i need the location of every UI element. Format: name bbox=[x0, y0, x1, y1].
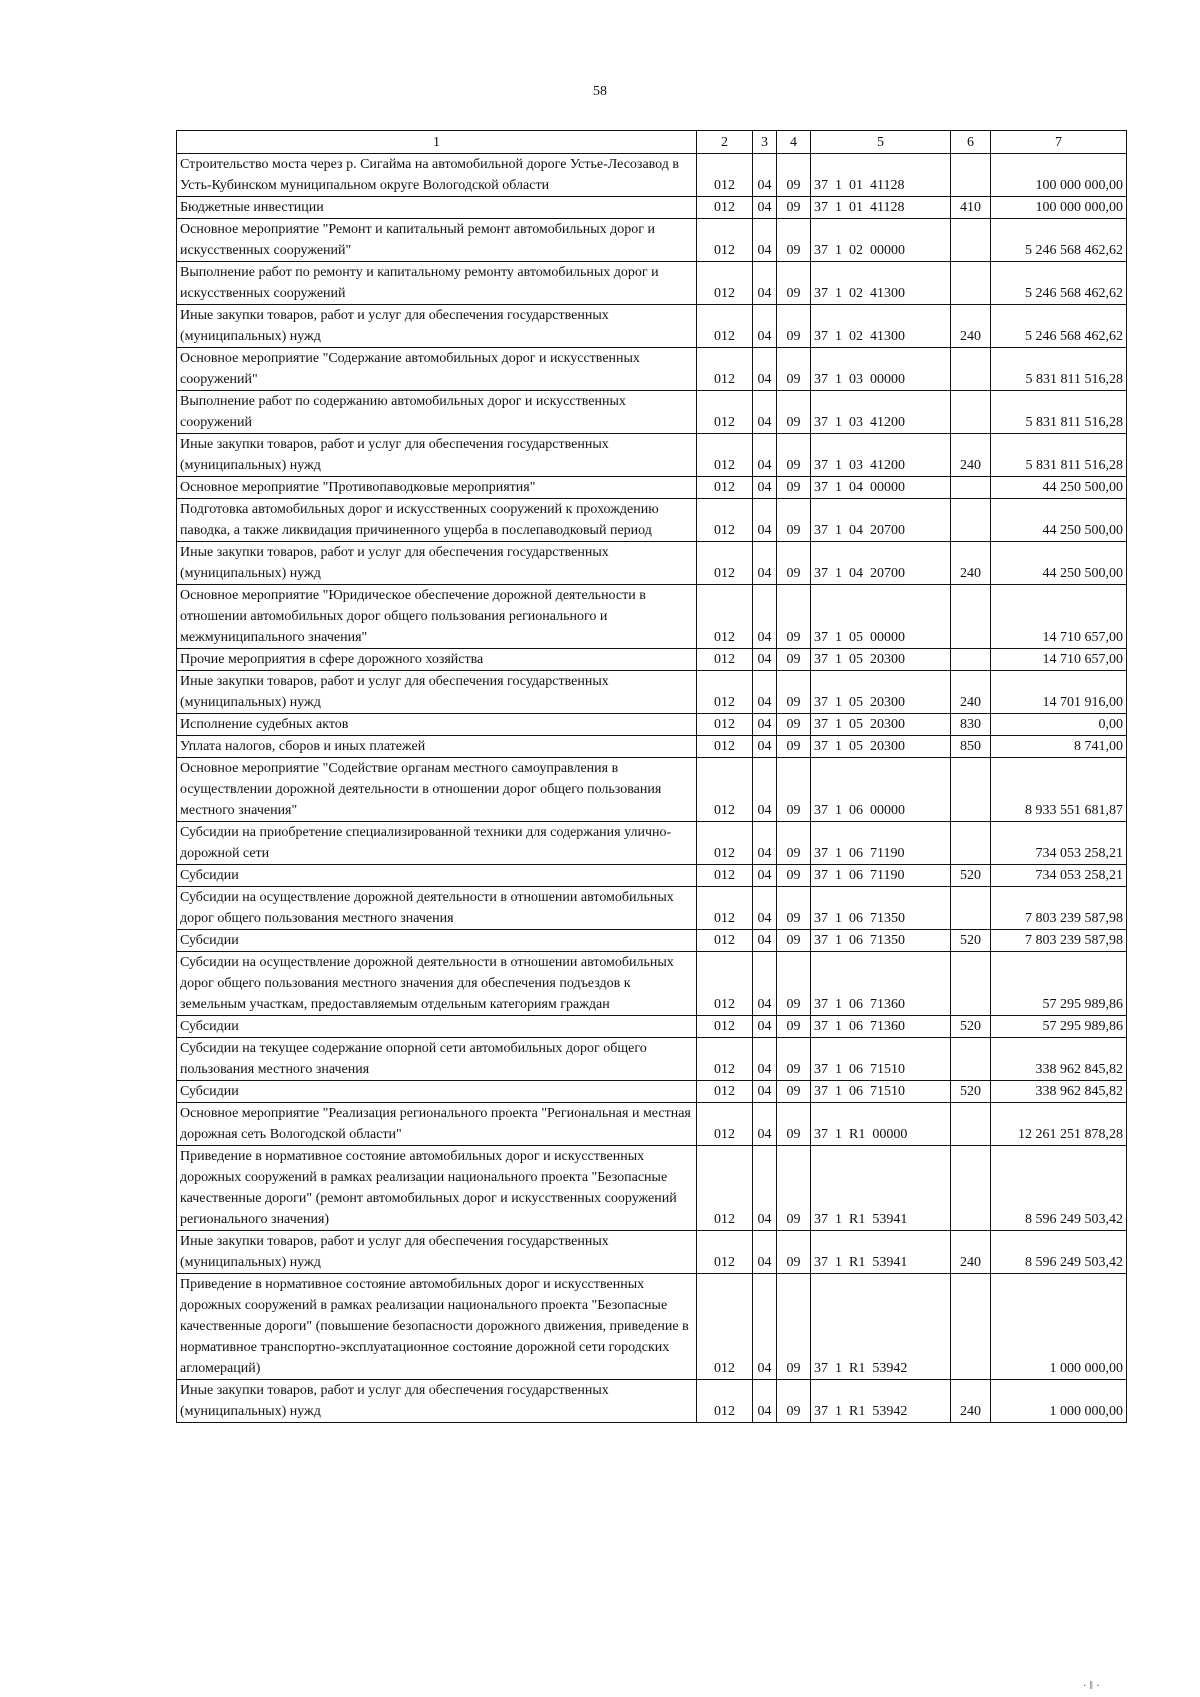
row-name-cell: Субсидии на приобретение специализированной техники для содержания улично-дорожной сети bbox=[177, 822, 697, 865]
table-row bbox=[177, 542, 1127, 585]
row-subsection-code-cell: 09 bbox=[777, 1380, 811, 1423]
row-name-cell: Приведение в нормативное состояние автомобильных дорог и искусственных дорожных сооружений в рамках реализации национального проекта "Безопасные качественные дороги" (повышение безопасности дорожного движения, приведение в нормативное транспортно-эксплуатационное состояние дорожной сети городских агломераций) bbox=[177, 1274, 697, 1380]
row-ministry-code-cell: 012 bbox=[697, 1038, 753, 1081]
table-row bbox=[177, 930, 1127, 952]
row-subsection-code-cell: 09 bbox=[777, 1146, 811, 1231]
row-subsection-code-cell: 09 bbox=[777, 952, 811, 1016]
table-row bbox=[177, 391, 1127, 434]
row-expense-type-cell: 240 bbox=[951, 671, 991, 714]
row-amount-cell: 100 000 000,00 bbox=[991, 154, 1127, 197]
row-name-cell: Бюджетные инвестиции bbox=[177, 197, 697, 219]
row-amount-cell: 7 803 239 587,98 bbox=[991, 887, 1127, 930]
row-expense-type-cell bbox=[951, 1146, 991, 1231]
row-expense-type-cell bbox=[951, 822, 991, 865]
row-expense-type-cell bbox=[951, 952, 991, 1016]
table-row bbox=[177, 348, 1127, 391]
row-subsection-code-cell: 09 bbox=[777, 649, 811, 671]
row-section-code-cell: 04 bbox=[753, 714, 777, 736]
row-expense-type-cell bbox=[951, 154, 991, 197]
row-amount-cell: 8 596 249 503,42 bbox=[991, 1231, 1127, 1274]
row-expense-type-cell bbox=[951, 1274, 991, 1380]
table-row bbox=[177, 1274, 1127, 1380]
table-row bbox=[177, 649, 1127, 671]
row-expense-type-cell bbox=[951, 219, 991, 262]
row-ministry-code-cell: 012 bbox=[697, 714, 753, 736]
row-section-code-cell: 04 bbox=[753, 219, 777, 262]
row-expense-type-cell: 240 bbox=[951, 1231, 991, 1274]
row-name-cell: Подготовка автомобильных дорог и искусственных сооружений к прохождению паводка, а также ликвидация причиненного ущерба в послепаводковый период bbox=[177, 499, 697, 542]
row-name-cell: Основное мероприятие "Противопаводковые мероприятия" bbox=[177, 477, 697, 499]
row-amount-cell: 44 250 500,00 bbox=[991, 499, 1127, 542]
row-target-article-cell: 37 1 06 71350 bbox=[811, 930, 951, 952]
row-target-article-cell: 37 1 R1 53941 bbox=[811, 1146, 951, 1231]
row-target-article-cell: 37 1 05 20300 bbox=[811, 736, 951, 758]
row-target-article-cell: 37 1 R1 53942 bbox=[811, 1380, 951, 1423]
row-amount-cell: 5 831 811 516,28 bbox=[991, 434, 1127, 477]
row-subsection-code-cell: 09 bbox=[777, 865, 811, 887]
row-name-cell: Основное мероприятие "Содержание автомобильных дорог и искусственных сооружений" bbox=[177, 348, 697, 391]
row-amount-cell: 338 962 845,82 bbox=[991, 1081, 1127, 1103]
row-target-article-cell: 37 1 06 71190 bbox=[811, 822, 951, 865]
row-target-article-cell: 37 1 06 71360 bbox=[811, 952, 951, 1016]
row-ministry-code-cell: 012 bbox=[697, 1146, 753, 1231]
row-name-cell: Субсидии bbox=[177, 930, 697, 952]
table-row bbox=[177, 758, 1127, 822]
row-ministry-code-cell: 012 bbox=[697, 434, 753, 477]
row-name-cell: Строительство моста через р. Сигайма на автомобильной дороге Устье-Лесозавод в Усть-Кубинском муниципальном округе Вологодской области bbox=[177, 154, 697, 197]
row-section-code-cell: 04 bbox=[753, 262, 777, 305]
row-amount-cell: 14 710 657,00 bbox=[991, 649, 1127, 671]
row-subsection-code-cell: 09 bbox=[777, 736, 811, 758]
row-amount-cell: 5 246 568 462,62 bbox=[991, 219, 1127, 262]
row-section-code-cell: 04 bbox=[753, 348, 777, 391]
row-subsection-code-cell: 09 bbox=[777, 1016, 811, 1038]
row-expense-type-cell: 240 bbox=[951, 434, 991, 477]
row-target-article-cell: 37 1 06 71510 bbox=[811, 1081, 951, 1103]
row-name-cell: Основное мероприятие "Ремонт и капитальный ремонт автомобильных дорог и искусственных сооружений" bbox=[177, 219, 697, 262]
table-row bbox=[177, 434, 1127, 477]
row-name-cell: Исполнение судебных актов bbox=[177, 714, 697, 736]
page-number: 58 bbox=[593, 84, 607, 99]
row-subsection-code-cell: 09 bbox=[777, 822, 811, 865]
row-target-article-cell: 37 1 01 41128 bbox=[811, 154, 951, 197]
row-subsection-code-cell: 09 bbox=[777, 1081, 811, 1103]
row-expense-type-cell bbox=[951, 348, 991, 391]
row-target-article-cell: 37 1 02 41300 bbox=[811, 305, 951, 348]
row-subsection-code-cell: 09 bbox=[777, 305, 811, 348]
row-amount-cell: 5 831 811 516,28 bbox=[991, 348, 1127, 391]
table-row bbox=[177, 1016, 1127, 1038]
column-header: 2 bbox=[697, 131, 753, 154]
row-section-code-cell: 04 bbox=[753, 1038, 777, 1081]
row-ministry-code-cell: 012 bbox=[697, 649, 753, 671]
row-target-article-cell: 37 1 04 20700 bbox=[811, 499, 951, 542]
row-target-article-cell: 37 1 01 41128 bbox=[811, 197, 951, 219]
row-subsection-code-cell: 09 bbox=[777, 887, 811, 930]
row-expense-type-cell: 520 bbox=[951, 1081, 991, 1103]
row-ministry-code-cell: 012 bbox=[697, 822, 753, 865]
row-name-cell: Субсидии bbox=[177, 1016, 697, 1038]
row-subsection-code-cell: 09 bbox=[777, 499, 811, 542]
row-expense-type-cell bbox=[951, 391, 991, 434]
row-expense-type-cell bbox=[951, 758, 991, 822]
row-ministry-code-cell: 012 bbox=[697, 1016, 753, 1038]
row-amount-cell: 734 053 258,21 bbox=[991, 865, 1127, 887]
row-subsection-code-cell: 09 bbox=[777, 671, 811, 714]
row-section-code-cell: 04 bbox=[753, 736, 777, 758]
row-amount-cell: 44 250 500,00 bbox=[991, 542, 1127, 585]
column-header: 7 bbox=[991, 131, 1127, 154]
row-section-code-cell: 04 bbox=[753, 758, 777, 822]
row-target-article-cell: 37 1 R1 53942 bbox=[811, 1274, 951, 1380]
row-name-cell: Иные закупки товаров, работ и услуг для обеспечения государственных (муниципальных) нужд bbox=[177, 1380, 697, 1423]
row-subsection-code-cell: 09 bbox=[777, 585, 811, 649]
table-row bbox=[177, 952, 1127, 1016]
row-section-code-cell: 04 bbox=[753, 865, 777, 887]
row-section-code-cell: 04 bbox=[753, 671, 777, 714]
table-row bbox=[177, 1103, 1127, 1146]
row-subsection-code-cell: 09 bbox=[777, 262, 811, 305]
table-row bbox=[177, 1038, 1127, 1081]
row-name-cell: Субсидии на осуществление дорожной деятельности в отношении автомобильных дорог общего пользования местного значения для обеспечения подъездов к земельным участкам, предоставляемым отдельным категориям граждан bbox=[177, 952, 697, 1016]
row-expense-type-cell bbox=[951, 1103, 991, 1146]
row-section-code-cell: 04 bbox=[753, 434, 777, 477]
row-name-cell: Иные закупки товаров, работ и услуг для обеспечения государственных (муниципальных) нужд bbox=[177, 542, 697, 585]
table-row bbox=[177, 865, 1127, 887]
table-row bbox=[177, 1231, 1127, 1274]
row-amount-cell: 5 246 568 462,62 bbox=[991, 262, 1127, 305]
row-section-code-cell: 04 bbox=[753, 1231, 777, 1274]
column-header: 1 bbox=[177, 131, 697, 154]
row-expense-type-cell: 850 bbox=[951, 736, 991, 758]
row-expense-type-cell bbox=[951, 585, 991, 649]
row-subsection-code-cell: 09 bbox=[777, 1038, 811, 1081]
row-ministry-code-cell: 012 bbox=[697, 1274, 753, 1380]
row-ministry-code-cell: 012 bbox=[697, 477, 753, 499]
row-target-article-cell: 37 1 R1 00000 bbox=[811, 1103, 951, 1146]
scan-corner-mark: · ‖ · bbox=[1082, 1678, 1100, 1692]
row-section-code-cell: 04 bbox=[753, 499, 777, 542]
row-amount-cell: 44 250 500,00 bbox=[991, 477, 1127, 499]
row-expense-type-cell: 520 bbox=[951, 1016, 991, 1038]
row-target-article-cell: 37 1 06 71510 bbox=[811, 1038, 951, 1081]
row-target-article-cell: 37 1 02 41300 bbox=[811, 262, 951, 305]
row-target-article-cell: 37 1 06 71350 bbox=[811, 887, 951, 930]
column-header: 5 bbox=[811, 131, 951, 154]
row-ministry-code-cell: 012 bbox=[697, 736, 753, 758]
row-amount-cell: 14 710 657,00 bbox=[991, 585, 1127, 649]
row-ministry-code-cell: 012 bbox=[697, 930, 753, 952]
row-expense-type-cell: 240 bbox=[951, 1380, 991, 1423]
row-ministry-code-cell: 012 bbox=[697, 1103, 753, 1146]
row-ministry-code-cell: 012 bbox=[697, 671, 753, 714]
row-name-cell: Основное мероприятие "Содействие органам местного самоуправления в осуществлении дорожной деятельности в отношении дорог общего пользования местного значения" bbox=[177, 758, 697, 822]
row-section-code-cell: 04 bbox=[753, 477, 777, 499]
table-row bbox=[177, 822, 1127, 865]
row-subsection-code-cell: 09 bbox=[777, 542, 811, 585]
row-expense-type-cell bbox=[951, 499, 991, 542]
row-expense-type-cell: 240 bbox=[951, 542, 991, 585]
row-ministry-code-cell: 012 bbox=[697, 542, 753, 585]
row-ministry-code-cell: 012 bbox=[697, 197, 753, 219]
row-target-article-cell: 37 1 R1 53941 bbox=[811, 1231, 951, 1274]
row-ministry-code-cell: 012 bbox=[697, 865, 753, 887]
row-name-cell: Субсидии bbox=[177, 1081, 697, 1103]
row-expense-type-cell: 520 bbox=[951, 930, 991, 952]
row-subsection-code-cell: 09 bbox=[777, 348, 811, 391]
table-row bbox=[177, 197, 1127, 219]
table-row bbox=[177, 671, 1127, 714]
row-amount-cell: 8 933 551 681,87 bbox=[991, 758, 1127, 822]
column-header: 6 bbox=[951, 131, 991, 154]
row-amount-cell: 5 246 568 462,62 bbox=[991, 305, 1127, 348]
row-target-article-cell: 37 1 05 20300 bbox=[811, 649, 951, 671]
table-row bbox=[177, 736, 1127, 758]
row-target-article-cell: 37 1 03 00000 bbox=[811, 348, 951, 391]
table-row bbox=[177, 887, 1127, 930]
row-section-code-cell: 04 bbox=[753, 542, 777, 585]
row-section-code-cell: 04 bbox=[753, 1081, 777, 1103]
budget-table bbox=[176, 130, 1127, 1423]
row-section-code-cell: 04 bbox=[753, 930, 777, 952]
row-ministry-code-cell: 012 bbox=[697, 1231, 753, 1274]
row-expense-type-cell: 520 bbox=[951, 865, 991, 887]
row-amount-cell: 5 831 811 516,28 bbox=[991, 391, 1127, 434]
row-name-cell: Иные закупки товаров, работ и услуг для обеспечения государственных (муниципальных) нужд bbox=[177, 305, 697, 348]
row-name-cell: Субсидии на осуществление дорожной деятельности в отношении автомобильных дорог общего пользования местного значения bbox=[177, 887, 697, 930]
row-section-code-cell: 04 bbox=[753, 1380, 777, 1423]
row-target-article-cell: 37 1 06 71360 bbox=[811, 1016, 951, 1038]
row-ministry-code-cell: 012 bbox=[697, 262, 753, 305]
row-subsection-code-cell: 09 bbox=[777, 219, 811, 262]
row-amount-cell: 7 803 239 587,98 bbox=[991, 930, 1127, 952]
table-row bbox=[177, 154, 1127, 197]
row-ministry-code-cell: 012 bbox=[697, 499, 753, 542]
row-expense-type-cell bbox=[951, 649, 991, 671]
row-subsection-code-cell: 09 bbox=[777, 197, 811, 219]
row-target-article-cell: 37 1 03 41200 bbox=[811, 391, 951, 434]
row-amount-cell: 12 261 251 878,28 bbox=[991, 1103, 1127, 1146]
row-section-code-cell: 04 bbox=[753, 154, 777, 197]
row-name-cell: Иные закупки товаров, работ и услуг для обеспечения государственных (муниципальных) нужд bbox=[177, 671, 697, 714]
row-name-cell: Приведение в нормативное состояние автомобильных дорог и искусственных дорожных сооружений в рамках реализации национального проекта "Безопасные качественные дороги" (ремонт автомобильных дорог и искусственных сооружений регионального значения) bbox=[177, 1146, 697, 1231]
row-ministry-code-cell: 012 bbox=[697, 758, 753, 822]
row-ministry-code-cell: 012 bbox=[697, 952, 753, 1016]
row-amount-cell: 734 053 258,21 bbox=[991, 822, 1127, 865]
row-name-cell: Субсидии bbox=[177, 865, 697, 887]
row-expense-type-cell bbox=[951, 887, 991, 930]
table-row bbox=[177, 477, 1127, 499]
table-row bbox=[177, 262, 1127, 305]
row-target-article-cell: 37 1 04 20700 bbox=[811, 542, 951, 585]
row-subsection-code-cell: 09 bbox=[777, 1103, 811, 1146]
row-name-cell: Прочие мероприятия в сфере дорожного хозяйства bbox=[177, 649, 697, 671]
table-row bbox=[177, 1146, 1127, 1231]
row-name-cell: Субсидии на текущее содержание опорной сети автомобильных дорог общего пользования местного значения bbox=[177, 1038, 697, 1081]
column-header: 3 bbox=[753, 131, 777, 154]
row-ministry-code-cell: 012 bbox=[697, 348, 753, 391]
row-amount-cell: 8 741,00 bbox=[991, 736, 1127, 758]
row-expense-type-cell bbox=[951, 1038, 991, 1081]
row-expense-type-cell: 410 bbox=[951, 197, 991, 219]
row-section-code-cell: 04 bbox=[753, 1274, 777, 1380]
row-ministry-code-cell: 012 bbox=[697, 219, 753, 262]
row-amount-cell: 57 295 989,86 bbox=[991, 952, 1127, 1016]
row-section-code-cell: 04 bbox=[753, 1146, 777, 1231]
row-target-article-cell: 37 1 05 20300 bbox=[811, 714, 951, 736]
row-amount-cell: 100 000 000,00 bbox=[991, 197, 1127, 219]
row-section-code-cell: 04 bbox=[753, 887, 777, 930]
row-section-code-cell: 04 bbox=[753, 391, 777, 434]
row-section-code-cell: 04 bbox=[753, 585, 777, 649]
row-amount-cell: 1 000 000,00 bbox=[991, 1380, 1127, 1423]
row-expense-type-cell bbox=[951, 477, 991, 499]
row-target-article-cell: 37 1 02 00000 bbox=[811, 219, 951, 262]
row-subsection-code-cell: 09 bbox=[777, 477, 811, 499]
row-subsection-code-cell: 09 bbox=[777, 391, 811, 434]
row-subsection-code-cell: 09 bbox=[777, 434, 811, 477]
row-target-article-cell: 37 1 03 41200 bbox=[811, 434, 951, 477]
row-amount-cell: 57 295 989,86 bbox=[991, 1016, 1127, 1038]
row-subsection-code-cell: 09 bbox=[777, 1274, 811, 1380]
row-name-cell: Основное мероприятие "Реализация регионального проекта "Региональная и местная дорожная сеть Вологодской области" bbox=[177, 1103, 697, 1146]
row-ministry-code-cell: 012 bbox=[697, 1380, 753, 1423]
table-row bbox=[177, 714, 1127, 736]
table-row bbox=[177, 219, 1127, 262]
row-section-code-cell: 04 bbox=[753, 952, 777, 1016]
table-header-row bbox=[177, 131, 1127, 154]
row-ministry-code-cell: 012 bbox=[697, 305, 753, 348]
row-name-cell: Иные закупки товаров, работ и услуг для обеспечения государственных (муниципальных) нужд bbox=[177, 434, 697, 477]
row-ministry-code-cell: 012 bbox=[697, 585, 753, 649]
row-name-cell: Выполнение работ по содержанию автомобильных дорог и искусственных сооружений bbox=[177, 391, 697, 434]
row-subsection-code-cell: 09 bbox=[777, 714, 811, 736]
row-target-article-cell: 37 1 05 20300 bbox=[811, 671, 951, 714]
row-section-code-cell: 04 bbox=[753, 197, 777, 219]
row-section-code-cell: 04 bbox=[753, 822, 777, 865]
row-expense-type-cell: 240 bbox=[951, 305, 991, 348]
row-target-article-cell: 37 1 06 00000 bbox=[811, 758, 951, 822]
row-section-code-cell: 04 bbox=[753, 1016, 777, 1038]
row-amount-cell: 0,00 bbox=[991, 714, 1127, 736]
row-section-code-cell: 04 bbox=[753, 649, 777, 671]
row-ministry-code-cell: 012 bbox=[697, 154, 753, 197]
row-ministry-code-cell: 012 bbox=[697, 391, 753, 434]
table-row bbox=[177, 585, 1127, 649]
row-expense-type-cell: 830 bbox=[951, 714, 991, 736]
row-subsection-code-cell: 09 bbox=[777, 154, 811, 197]
row-name-cell: Выполнение работ по ремонту и капитальному ремонту автомобильных дорог и искусственных сооружений bbox=[177, 262, 697, 305]
row-target-article-cell: 37 1 06 71190 bbox=[811, 865, 951, 887]
row-expense-type-cell bbox=[951, 262, 991, 305]
row-subsection-code-cell: 09 bbox=[777, 930, 811, 952]
row-ministry-code-cell: 012 bbox=[697, 1081, 753, 1103]
row-ministry-code-cell: 012 bbox=[697, 887, 753, 930]
row-amount-cell: 1 000 000,00 bbox=[991, 1274, 1127, 1380]
row-amount-cell: 14 701 916,00 bbox=[991, 671, 1127, 714]
table-body bbox=[177, 154, 1127, 1423]
row-target-article-cell: 37 1 04 00000 bbox=[811, 477, 951, 499]
row-name-cell: Основное мероприятие "Юридическое обеспечение дорожной деятельности в отношении автомобильных дорог общего пользования регионального и межмуниципального значения" bbox=[177, 585, 697, 649]
row-amount-cell: 8 596 249 503,42 bbox=[991, 1146, 1127, 1231]
row-section-code-cell: 04 bbox=[753, 305, 777, 348]
table-row bbox=[177, 499, 1127, 542]
table-row bbox=[177, 1380, 1127, 1423]
row-subsection-code-cell: 09 bbox=[777, 758, 811, 822]
row-subsection-code-cell: 09 bbox=[777, 1231, 811, 1274]
row-name-cell: Уплата налогов, сборов и иных платежей bbox=[177, 736, 697, 758]
table-row bbox=[177, 1081, 1127, 1103]
row-name-cell: Иные закупки товаров, работ и услуг для обеспечения государственных (муниципальных) нужд bbox=[177, 1231, 697, 1274]
column-header: 4 bbox=[777, 131, 811, 154]
row-target-article-cell: 37 1 05 00000 bbox=[811, 585, 951, 649]
row-section-code-cell: 04 bbox=[753, 1103, 777, 1146]
row-amount-cell: 338 962 845,82 bbox=[991, 1038, 1127, 1081]
table-row bbox=[177, 305, 1127, 348]
